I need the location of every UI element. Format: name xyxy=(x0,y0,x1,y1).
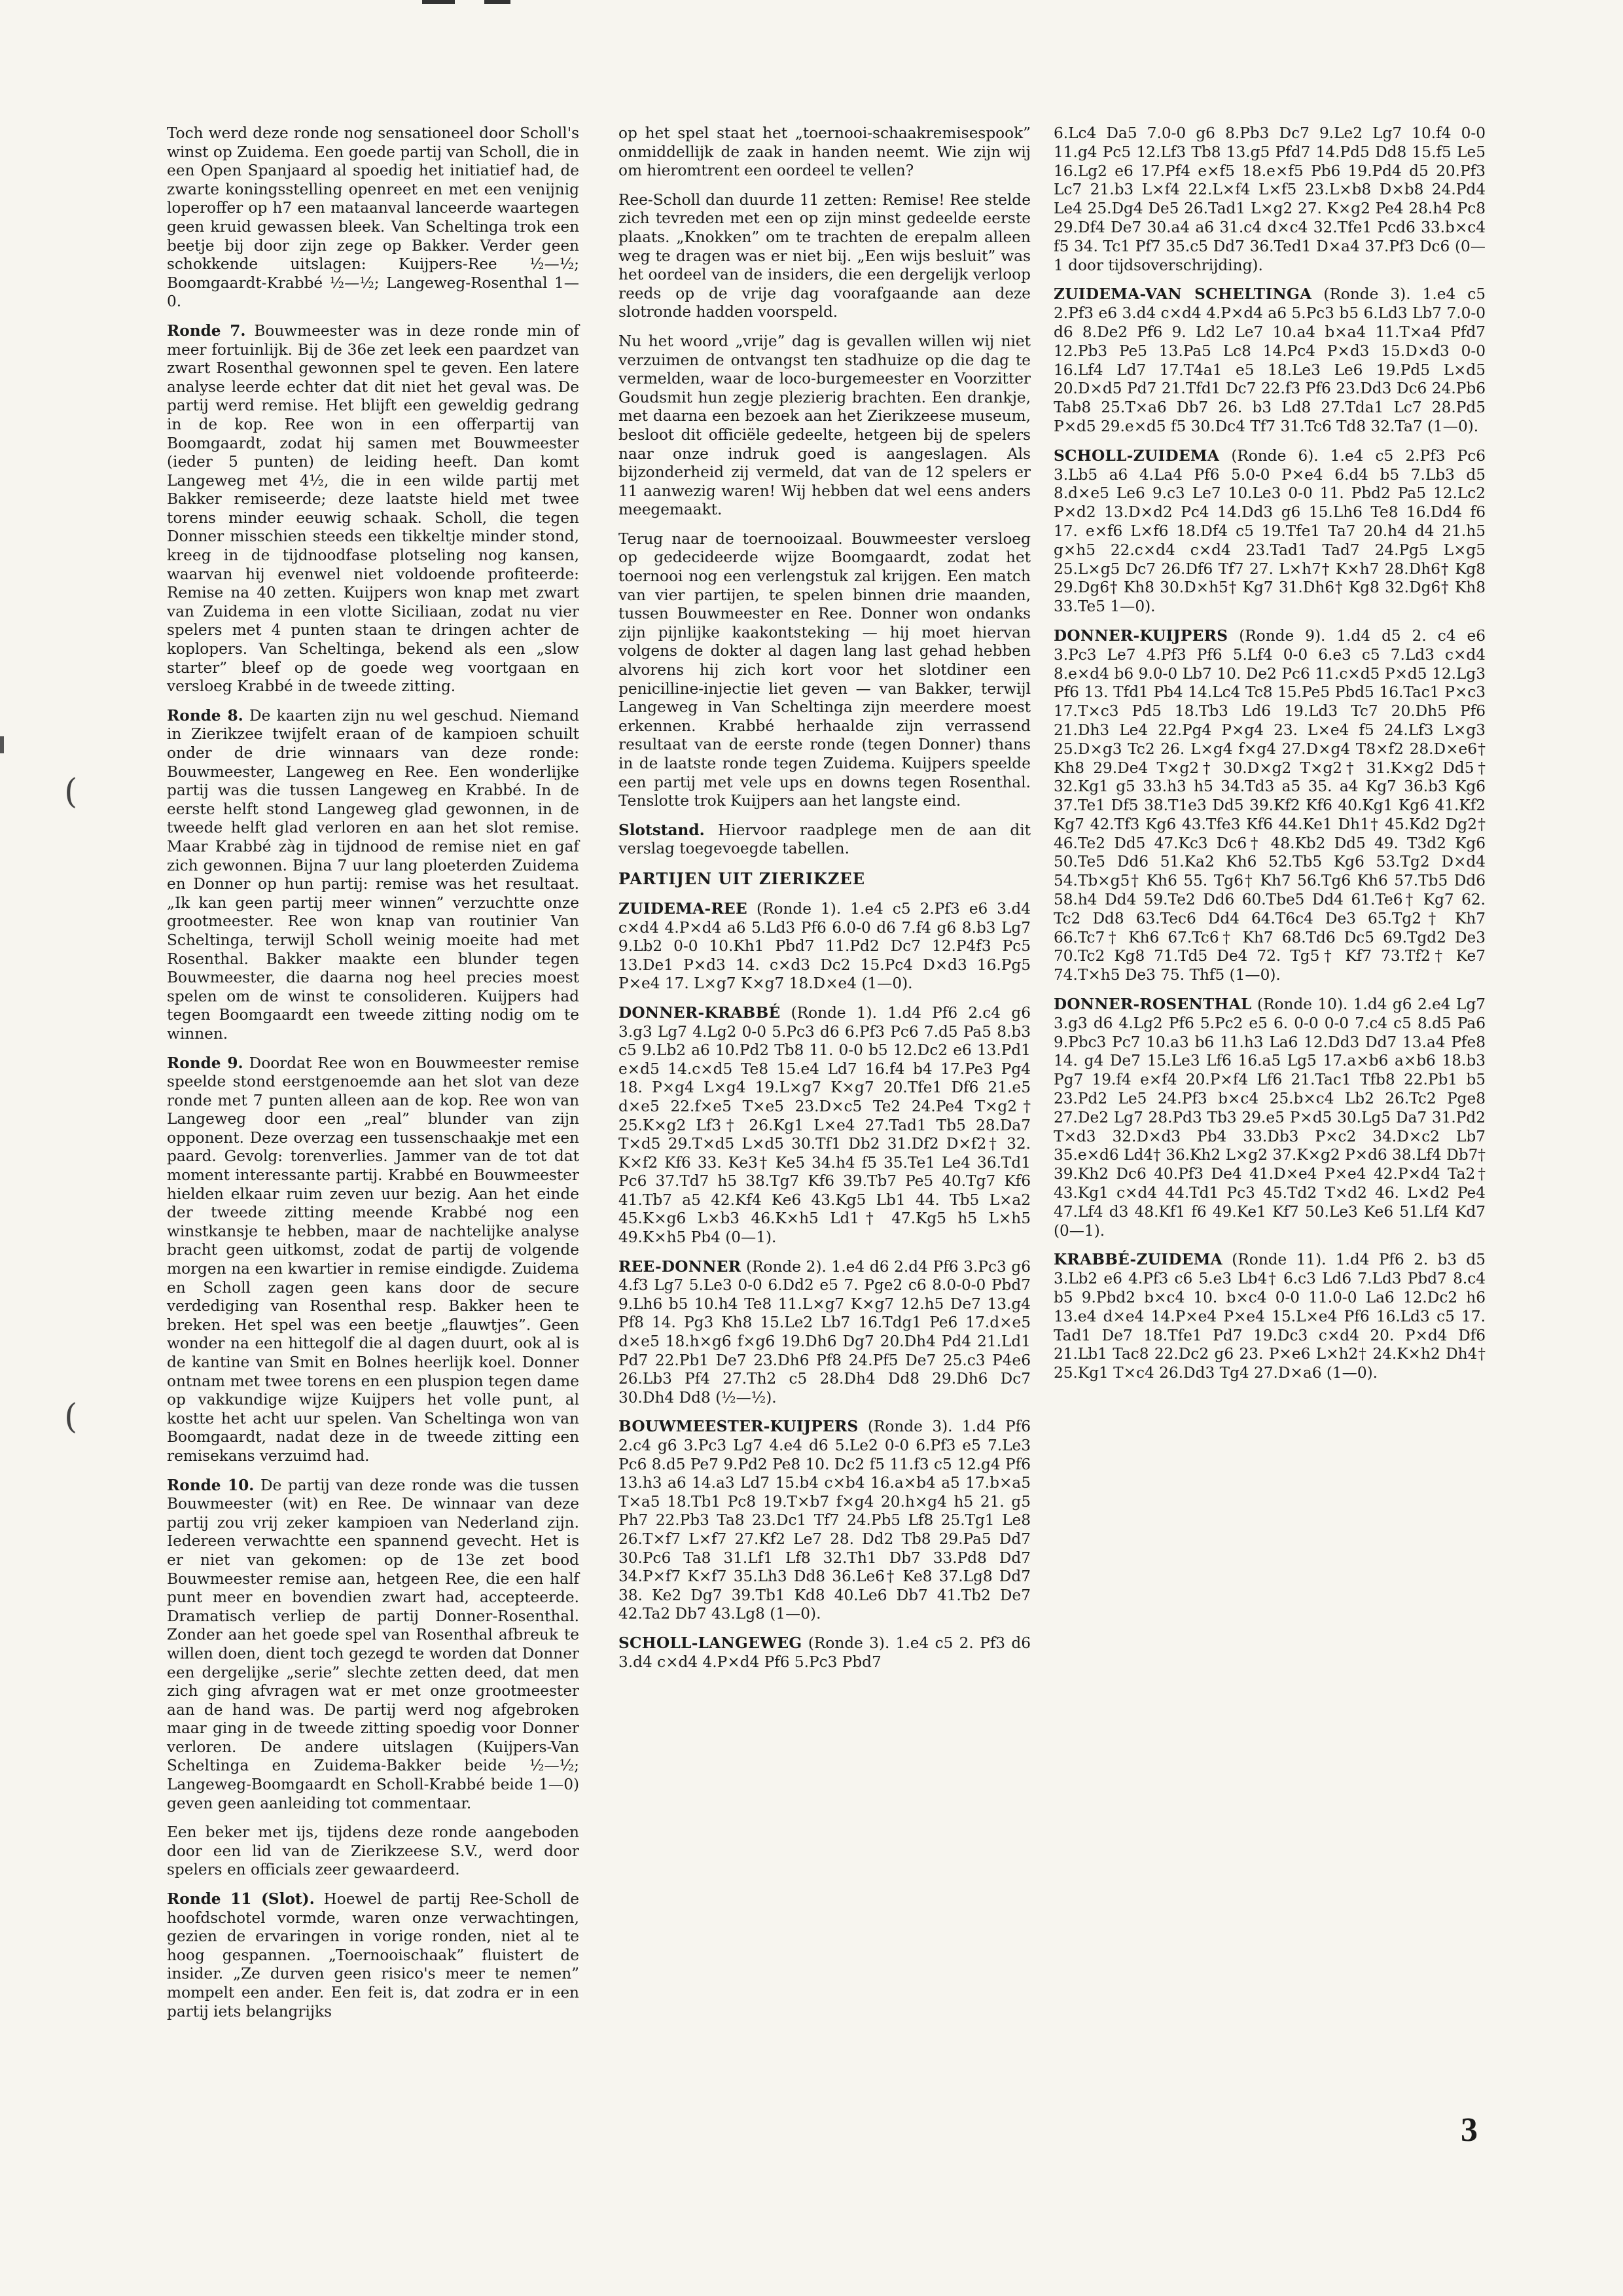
game-record: BOUWMEESTER-KUIJPERS (Ronde 3). 1.d4 Pf6 2.c4 g6 3.Pc3 Lg7 4.e4 d6 5.Le2 0-0 6.Pf3 e5 7.Le3 Pc6 8.d5 Pe7 9.Pd2 Pe8 10. Dc2 f5 11.f3 c5 12.g4 Pf6 13.h3 a6 14.a3 Ld7 15.b4 c×b4 16.a×b4 a5 17.b×a5 T×a5 18.Tb1 Pc8 19.T×b7 f×g4 20.h×g4 h5 21. g5 Ph7 22.Pb3 Ta8 23.Dc1 Tf7 24.Pb5 Lf8 25.Tg1 Le8 26.T×f7 L×f7 27.Kf2 Le7 28. Dd2 Tb8 29.Pa5 Dd7 30.Pc6 Ta8 31.Lf1 Lf8 32.Th1 Db7 33.Pd8 Dd7 34.P×f7 K×f7 35.Lh3 Dd8 36.Le6† Ke8 37.Lg8 Dd7 38. Ke2 Dg7 39.Tb1 Kd8 40.Le6 Db7 41.Tb2 De7 42.Ta2 Db7 43.Lg8 (1—0). xyxy=(618,1418,1031,1623)
game-title: ZUIDEMA-REE xyxy=(618,899,747,918)
paragraph: Terug naar de toernooizaal. Bouwmeester versloeg op gedecideerde wijze Boomgaardt, zodat het toernooi nog een verlengstuk zal krijgen. Een match van vier partijen, te spelen binnen drie maanden, tussen Bouwmeester en Ree. Donner won ondanks zijn pijnlijke kaakontsteking — hij moet hiervan volgens de dokter al dagen lang last gehad hebben alvorens hij zich kort voor het slotdiner een penicilline-injectie liet geven — van Bakker, terwijl Langeweg in Van Scheltinga zijn meerdere moest erkennen. Krabbé herhaalde zijn verrassend resultaat van de eerste ronde (tegen Donner) thans in de laatste ronde tegen Zuidema. Kuijpers speelde een partij met vele ups en downs tegen Rosenthal. Tenslotte trok Kuijpers aan het langste eind. xyxy=(618,529,1031,810)
paragraph-lead: Ronde 8. xyxy=(167,706,243,725)
paragraph-lead: Ronde 9. xyxy=(167,1054,243,1072)
margin-bracket-mark: ( xyxy=(64,772,78,812)
paragraph: Een beker met ijs, tijdens deze ronde aangeboden door een lid van de Zierikzeese S.V., werd door spelers en officials zeer gewaardeerd. xyxy=(167,1823,579,1879)
game-title: ZUIDEMA-VAN SCHELTINGA xyxy=(1054,285,1312,304)
paragraph-lead: Ronde 7. xyxy=(167,321,246,340)
margin-bracket-mark: ( xyxy=(64,1397,78,1437)
margin-tick-mark xyxy=(0,736,4,753)
game-title: DONNER-KUIJPERS xyxy=(1054,626,1228,645)
game-title: REE-DONNER xyxy=(618,1257,741,1276)
game-record: 6.Lc4 Da5 7.0-0 g6 8.Pb3 Dc7 9.Le2 Lg7 10.f4 0-0 11.g4 Pc5 12.Lf3 Tb8 13.g5 Pfd7 14.Pd5 Dd8 15.f5 Le5 16.Lg2 e6 17.Pf4 e×f5 18.e×f5 Pb6 19.Pd4 d5 20.Pf3 Lc7 21.b3 L×f4 22.L×f4 L×f5 23.L×b8 D×b8 24.Pd4 Le4 25.Dg4 De5 26.Tad1 L×g2 27. K×g2 Pe4 28.h4 Pc8 29.Df4 De7 30.a4 a6 31.c4 d×c4 32.Tfe1 Pcd6 33.b×c4 f5 34. Tc1 Pf7 35.c5 Dd7 36.Ted1 D×a4 37.Pf3 Dc6 (0—1 door tijdsoverschrijding). xyxy=(1054,124,1486,274)
game-record: SCHOLL-ZUIDEMA (Ronde 6). 1.e4 c5 2.Pf3 Pc6 3.Lb5 a6 4.La4 Pf6 5.0-0 P×e4 6.d4 b5 7.Lb3 d5 8.d×e5 Le6 9.c3 Le7 10.Le3 0-0 11. Pbd2 Pa5 12.Lc2 P×d2 13.D×d2 Pc4 14.Dd3 g6 15.Lh6 Te8 16.Dd4 f6 17. e×f6 L×f6 18.Df4 c5 19.Tfe1 Ta7 20.h4 d4 21.h5 g×h5 22.c×d4 c×d4 23.Tad1 Tad7 24.Pg5 L×g5 25.L×g5 Dc7 26.Df6 Tf7 27. L×h7† K×h7 28.Dh6† Kg8 29.Dg6† Kh8 30.D×h5† Kg7 31.Dh6† Kg8 32.Dg6† Kh8 33.Te5 1—0). xyxy=(1054,446,1486,616)
paragraph-ronde-11: Ronde 11 (Slot). Hoewel de partij Ree-Scholl de hoofdschotel vormde, waren onze verwachtingen, gezien de ervaringen in vorige ronden, niet al te hoog gespannen. „Toernooischaak” fluistert de insider. „Ze durven geen risico's meer te nemen” mompelt een ander. Een feit is, dat zodra er in een partij iets belangrijks xyxy=(167,1890,579,2020)
column-2 xyxy=(618,124,1031,1682)
game-record: DONNER-KRABBÉ (Ronde 1). 1.d4 Pf6 2.c4 g6 3.g3 Lg7 4.Lg2 0-0 5.Pc3 d6 6.Pf3 Pc6 7.d5 Pa5 8.b3 c5 9.Lb2 a6 10.Pd2 Tb8 11. 0-0 b5 12.Dc2 e6 13.Pd1 e×d5 14.c×d5 Te8 15.e4 Ld7 16.f4 b4 17.Pe3 Pg4 18. P×g4 L×g4 19.L×g7 K×g7 20.Tfe1 Df6 21.e5 d×e5 22.f×e5 T×e5 23.D×c5 Te2 24.Pe4 T×g2† 25.K×g2 Lf3† 26.Kg1 L×e4 27.Tad1 Tb5 28.Da7 T×d5 29.T×d5 L×d5 30.Tf1 Db2 31.Df2 D×f2† 32. K×f2 Kf6 33. Ke3† Ke5 34.h4 f5 35.Te1 Le4 36.Td1 Pc6 37.Td7 h5 38.Tg7 Kf6 39.Tb7 Pe5 40.Tg7 Kf6 41.Tb7 a5 42.Kf4 Ke6 43.Kg5 Lb1 44. Tb5 L×a2 45.K×g6 L×b3 46.K×h5 Ld1† 47.Kg5 h5 L×h5 49.K×h5 Pb4 (0—1). xyxy=(618,1003,1031,1247)
paragraph: Ree-Scholl dan duurde 11 zetten: Remise! Ree stelde zich tevreden met een op zijn minst gedeelde eerste plaats. „Knokken” om te trachten de erepalm alleen weg te dragen was er niet bij. „Een wijs besluit” was het oordeel van de insiders, die een dergelijk verloop reeds op de vrije dag voorafgaande aan deze slotronde hadden voorspeld. xyxy=(618,190,1031,321)
game-title: DONNER-KRABBÉ xyxy=(618,1003,781,1022)
section-title: PARTIJEN UIT ZIERIKZEE xyxy=(618,869,866,888)
game-record: ZUIDEMA-REE (Ronde 1). 1.e4 c5 2.Pf3 e6 3.d4 c×d4 4.P×d4 a6 5.Ld3 Pf6 6.0-0 d6 7.f4 g6 8.b3 Lg7 9.Lb2 0-0 10.Kh1 Pbd7 11.Pd2 Dc7 12.P4f3 Pc5 13.De1 P×d3 14. c×d3 Dc2 15.Pc4 D×d3 16.Pg5 P×e4 17. L×g7 K×g7 18.D×e4 (1—0). xyxy=(618,899,1031,993)
paragraph: op het spel staat het „toernooi-schaakremisespook” onmiddellijk de zaak in handen neemt. Wie zijn wij om hieromtrent een oordeel te vellen? xyxy=(618,124,1031,180)
game-title: SCHOLL-LANGEWEG xyxy=(618,1634,802,1652)
paragraph-slotstand: Slotstand. Hiervoor raadplege men de aan dit verslag toegevoegde tabellen. xyxy=(618,821,1031,858)
game-record: REE-DONNER (Ronde 2). 1.e4 d6 2.d4 Pf6 3.Pc3 g6 4.f3 Lg7 5.Le3 0-0 6.Dd2 e5 7. Pge2 c6 8.0-0-0 Pbd7 9.Lh6 b5 10.h4 Te8 11.L×g7 K×g7 12.h5 De7 13.g4 Pf8 14. Pg3 Kh8 15.Le2 Lb7 16.Tdg1 Pe6 17.d×e5 d×e5 18.h×g6 f×g6 19.Dh6 Dg7 20.Dh4 Pd4 21.Ld1 Pd7 22.Pb1 De7 23.Dh6 Pf8 24.Pf5 De7 25.c3 P4e6 26.Lb3 Pf4 27.Th2 c5 28.Dh4 Dd8 29.Dh6 Dc7 30.Dh4 Dd8 (½—½). xyxy=(618,1257,1031,1407)
game-record: SCHOLL-LANGEWEG (Ronde 3). 1.e4 c5 2. Pf3 d6 3.d4 c×d4 4.P×d4 Pf6 5.Pc3 Pbd7 xyxy=(618,1634,1031,1671)
game-record: DONNER-ROSENTHAL (Ronde 10). 1.d4 g6 2.e4 Lg7 3.g3 d6 4.Lg2 Pf6 5.Pc2 e5 6. 0-0 0-0 7.c4 c5 8.d5 Pa6 9.Pbc3 Pc7 10.a3 b6 11.h3 La6 12.Dd3 Dd7 13.a4 Pfe8 14. g4 De7 15.Le3 Lf6 16.a5 Lg5 17.a×b6 a×b6 18.b3 Pg7 19.f4 e×f4 20.P×f4 Lf6 21.Tac1 Tfb8 22.Pb1 b5 23.Pd2 Le5 24.Pf3 b×c4 25.b×c4 Lb2 26.Tc2 Pge8 27.De2 Lg7 28.Pd3 Tb3 29.e5 P×d5 30.Lg5 Da7 31.Pd2 T×d3 32.D×d3 Pb4 33.Db3 P×c2 34.D×c2 Lb7 35.e×d6 Ld4† 36.Kh2 L×g2 37.K×g2 P×d6 38.Lf4 Db7† 39.Kh2 Dc6 40.Pf3 De4 41.D×e4 P×e4 42.P×d4 Ta2† 43.Kg1 c×d4 44.Td1 Pc3 45.Td2 T×d2 46. L×d2 Pe4 47.Lf4 d3 48.Kf1 f6 49.Ke1 Kf7 50.Le3 Ke6 51.Lf4 Kd7 (0—1). xyxy=(1054,996,1486,1240)
game-record: ZUIDEMA-VAN SCHELTINGA (Ronde 3). 1.e4 c5 2.Pf3 e6 3.d4 c×d4 4.P×d4 a6 5.Pc3 b5 6.Ld3 Lb7 7.0-0 d6 8.De2 Pf6 9. Ld2 Le7 10.a4 b×a4 11.T×a4 Pfd7 12.Pb3 Pe5 13.Pa5 Lc8 14.Pc4 P×d3 15.D×d3 0-0 16.Lf4 Ld7 17.T4a1 e5 18.Le3 Le6 19.Pd5 L×d5 20.D×d5 Pd7 21.Tfd1 Dc7 22.f3 Pf6 23.Dd3 Dc6 24.Pb6 Tab8 25.T×a6 Db7 26. b3 Ld8 27.Tda1 Lc7 28.Pd5 P×d5 29.e×d5 f5 30.Dc4 Tf7 31.Tc6 Td8 32.Ta7 (1—0). xyxy=(1054,285,1486,435)
paragraph-lead: Ronde 11 (Slot). xyxy=(167,1890,315,1909)
game-title: DONNER-ROSENTHAL xyxy=(1054,996,1252,1014)
paragraph-ronde-7: Ronde 7. Bouwmeester was in deze ronde min of meer fortuinlijk. Bij de 36e zet leek een paardzet van zwart Rosenthal gewonnen spel te geven. Een latere analyse leerde echter dat dit niet het geval was. De partij werd remise. Het blijft een geweldig gedrang in de kop. Ree won in een offerpartij van Boomgaardt, zodat hij samen met Bouwmeester (ieder 5 punten) de leiding heeft. Dan komt Langeweg met 4½, die in een wilde partij met Bakker remiseerde; deze laatste hield met twee torens minder eeuwig schaak. Scholl, die tegen Donner misschien steeds een tikkeltje minder stond, kreeg in de tijdnoodfase plotseling nog kansen, waarvan hij evenwel niet voldoende profiteerde: Remise na 40 zetten. Kuijpers won knap met zwart van Zuidema in een vlotte Siciliaan, zodat nu vier spelers met 4 punten staan te dringen achter de koplopers. Van Scheltinga, bekend als een „slow starter” bleef op de goede weg voortgaan en versloeg Krabbé in de tweede zitting. xyxy=(167,321,579,696)
page-number: 3 xyxy=(1461,2111,1478,2149)
top-edge-mark xyxy=(484,0,510,4)
game-record: KRABBÉ-ZUIDEMA (Ronde 11). 1.d4 Pf6 2. b3 d5 3.Lb2 e6 4.Pf3 c6 5.e3 Lb4† 6.c3 Ld6 7.Ld3 Pbd7 8.c4 b5 9.Pbd2 b×c4 10. b×c4 0-0 11.0-0 La6 12.Dc2 h6 13.e4 d×e4 14.P×e4 P×e4 15.L×e4 Pf6 16.Ld3 c5 17. Tad1 De7 18.Tfe1 Pd7 19.Dc3 c×d4 20. P×d4 Df6 21.Lb1 Tac8 22.Dc2 g6 23. P×e6 L×h2† 24.K×h2 Dh4† 25.Kg1 T×c4 26.Dd3 Tg4 27.D×a6 (1—0). xyxy=(1054,1251,1486,1382)
page-body xyxy=(167,124,1495,2166)
game-record: DONNER-KUIJPERS (Ronde 9). 1.d4 d5 2. c4 e6 3.Pc3 Le7 4.Pf3 Pf6 5.Lf4 0-0 6.e3 c5 7.Ld3 c×d4 8.e×d4 b6 9.0-0 Lb7 10. De2 Pc6 11.c×d5 P×d5 12.Lg3 Pf6 13. Tfd1 Pb4 14.Lc4 Tc8 15.Pe5 Pbd5 16.Tac1 P×c3 17.T×c3 Pd5 18.Tb3 Ld6 19.Ld3 Tc7 20.Dh5 Pf6 21.Dh3 Le4 22.Pg4 P×g4 23. L×e4 f5 24.Lf3 L×g3 25.D×g3 Tc2 26. L×g4 f×g4 27.D×g4 T8×f2 28.D×e6† Kh8 29.De4 T×g2† 30.D×g2 T×g2† 31.K×g2 Dd5† 32.Kg1 g5 33.h3 h5 34.Td3 a5 35. a4 Kg7 36.b3 Kg6 37.Te1 Df5 38.T1e3 Dd5 39.Kf2 Kf6 40.Kg1 Kg6 41.Kf2 Kg7 42.Tf3 Kg6 43.Tfe3 Kf6 44.Ke1 Dh1† 45.Kd2 Dg2† 46.Te2 Dd5 47.Kc3 Dc6† 48.Kb2 Dd5 49. T3d2 Kg6 50.Te5 Dd6 51.Ka2 Kh6 52.Tb5 Kg6 53.Tg2 D×d4 54.Tb×g5† Kh6 55. Tg6† Kh7 56.Tg6 Kh6 57.Tb5 Dd6 58.h4 Dd4 59.Te2 Dd6 60.Tbe5 Dd4 61.Te6† Kg7 62. Tc2 Dd8 63.Tec6 Dd4 64.T6c4 De3 65.Tg2† Kh7 66.Tc7† Kh6 67.Tc6† Kh7 68.Td6 Dc5 69.Tgd2 De3 70.Tc2 Kg8 71.Td5 De4 72. Tg5† Kf7 73.Tf2† Ke7 74.T×h5 De3 75. Thf5 (1—0). xyxy=(1054,626,1486,984)
column-3 xyxy=(1054,124,1486,1393)
game-title: KRABBÉ-ZUIDEMA xyxy=(1054,1251,1222,1269)
paragraph-lead: Slotstand. xyxy=(618,821,705,839)
paragraph-lead: Ronde 10. xyxy=(167,1476,255,1494)
paragraph-ronde-8: Ronde 8. De kaarten zijn nu wel geschud. Niemand in Zierikzee twijfelt eraan of de kampioen schuilt onder de drie winnaars van deze ronde: Bouwmeester, Langeweg en Ree. Een wonderlijke partij was die tussen Langeweg en Krabbé. In de eerste helft stond Langeweg glad gewonnen, in de tweede helft glad verloren en aan het slot remise. Maar Krabbé zàg in tijdnood de remise niet en gaf zich gewonnen. Bijna 7 uur lang ploeterden Zuidema en Donner op hun partij: remise was het resultaat. „Ik kan geen partij meer winnen” verzuchtte onze grootmeester. Ree won knap van routinier Van Scheltinga, terwijl Scholl weinig moeite had met Rosenthal. Bakker maakte een blunder tegen Bouwmeester, die daarna nog heel precies moest spelen om de winst te consolideren. Kuijpers had tegen Boomgaardt een tweede zitting nodig om te winnen. xyxy=(167,706,579,1043)
paragraph: Toch werd deze ronde nog sensationeel door Scholl's winst op Zuidema. Een goede partij van Scholl, die in een Open Spanjaard al spoedig het initiatief had, de zwarte koningsstelling openreet en met een venijnig loperoffer op h7 een mataanval lanceerde waartegen geen kruid gewassen bleek. Van Scheltinga trok een beetje bij door zijn zege op Bakker. Verder geen schokkende uitslagen: Kuijpers-Ree ½—½; Boomgaardt-Krabbé ½—½; Langeweg-Rosenthal 1—0. xyxy=(167,124,579,311)
game-title: SCHOLL-ZUIDEMA xyxy=(1054,446,1220,465)
game-title: BOUWMEESTER-KUIJPERS xyxy=(618,1418,859,1436)
paragraph-ronde-9: Ronde 9. Doordat Ree won en Bouwmeester remise speelde stond eerstgenoemde aan het slot van deze ronde met 7 punten alleen aan de kop. Ree won van Langeweg door een „real” blunder van zijn opponent. Deze overzag een tussenschaakje met een paard. Gevolg: torenverlies. Jammer van de tot dat moment interessante partij. Krabbé en Bouwmeester hielden elkaar ruim zeven uur bezig. Aan het einde der tweede zitting meende Krabbé nog een winstkansje te hebben, maar de nachtelijke analyse bracht geen uitkomst, zodat de partij de volgende morgen na een kwartier in remise eindigde. Zuidema en Scholl zagen geen kans door de secure verdediging van Rosenthal resp. Bakker heen te breken. Het spel was een beetje „flauwtjes”. Geen wonder na een hittegolf die al dagen duurt, ook al is de kantine van Smit en Bolnes heerlijk koel. Donner ontnam met twee torens en een pluspion tegen dame op vakkundige wijze Kuijpers het volle punt, al kostte het acht uur spelen. Van Scheltinga won van Boomgaardt, nadat deze in de tweede zitting een remisekans verzuimd had. xyxy=(167,1054,579,1465)
paragraph: Nu het woord „vrije” dag is gevallen willen wij niet verzuimen de ontvangst ten stadhuize op die dag te vermelden, waar de loco-burgemeester en Voorzitter Goudsmit hun zegje plezierig brachten. Een drankje, met daarna een bezoek aan het Zierikzeese museum, besloot dit officiële gedeelte, hetgeen bij de spelers naar onze indruk goed is aangeslagen. Als bijzonderheid zij vermeld, dat van de 12 spelers er 11 aanwezig waren! Wij hebben dat wel eens anders meegemaakt. xyxy=(618,332,1031,519)
paragraph-ronde-10: Ronde 10. De partij van deze ronde was die tussen Bouwmeester (wit) en Ree. De winnaar van deze partij zou vrij zeker kampioen van Nederland zijn. Iedereen verwachtte een spannend gevecht. Het is er niet van gekomen: op de 13e zet bood Bouwmeester remise aan, hetgeen Ree, die een half punt meer en bovendien zwart had, accepteerde. Dramatisch verliep de partij Donner-Rosenthal. Zonder aan het goede spel van Rosenthal afbreuk te willen doen, dient toch gezegd te worden dat Donner een dergelijke „serie” slechte zetten deed, dat men zich ging afvragen wat er met onze grootmeester aan de hand was. De partij werd nog afgebroken maar ging in de tweede zitting spoedig voor Donner verloren. De andere uitslagen (Kuijpers-Van Scheltinga en Zuidema-Bakker beide ½—½; Langeweg-Boomgaardt en Scholl-Krabbé beide 1—0) geven geen aanleiding tot commentaar. xyxy=(167,1476,579,1812)
top-edge-mark xyxy=(422,0,455,4)
column-1 xyxy=(167,124,579,2032)
